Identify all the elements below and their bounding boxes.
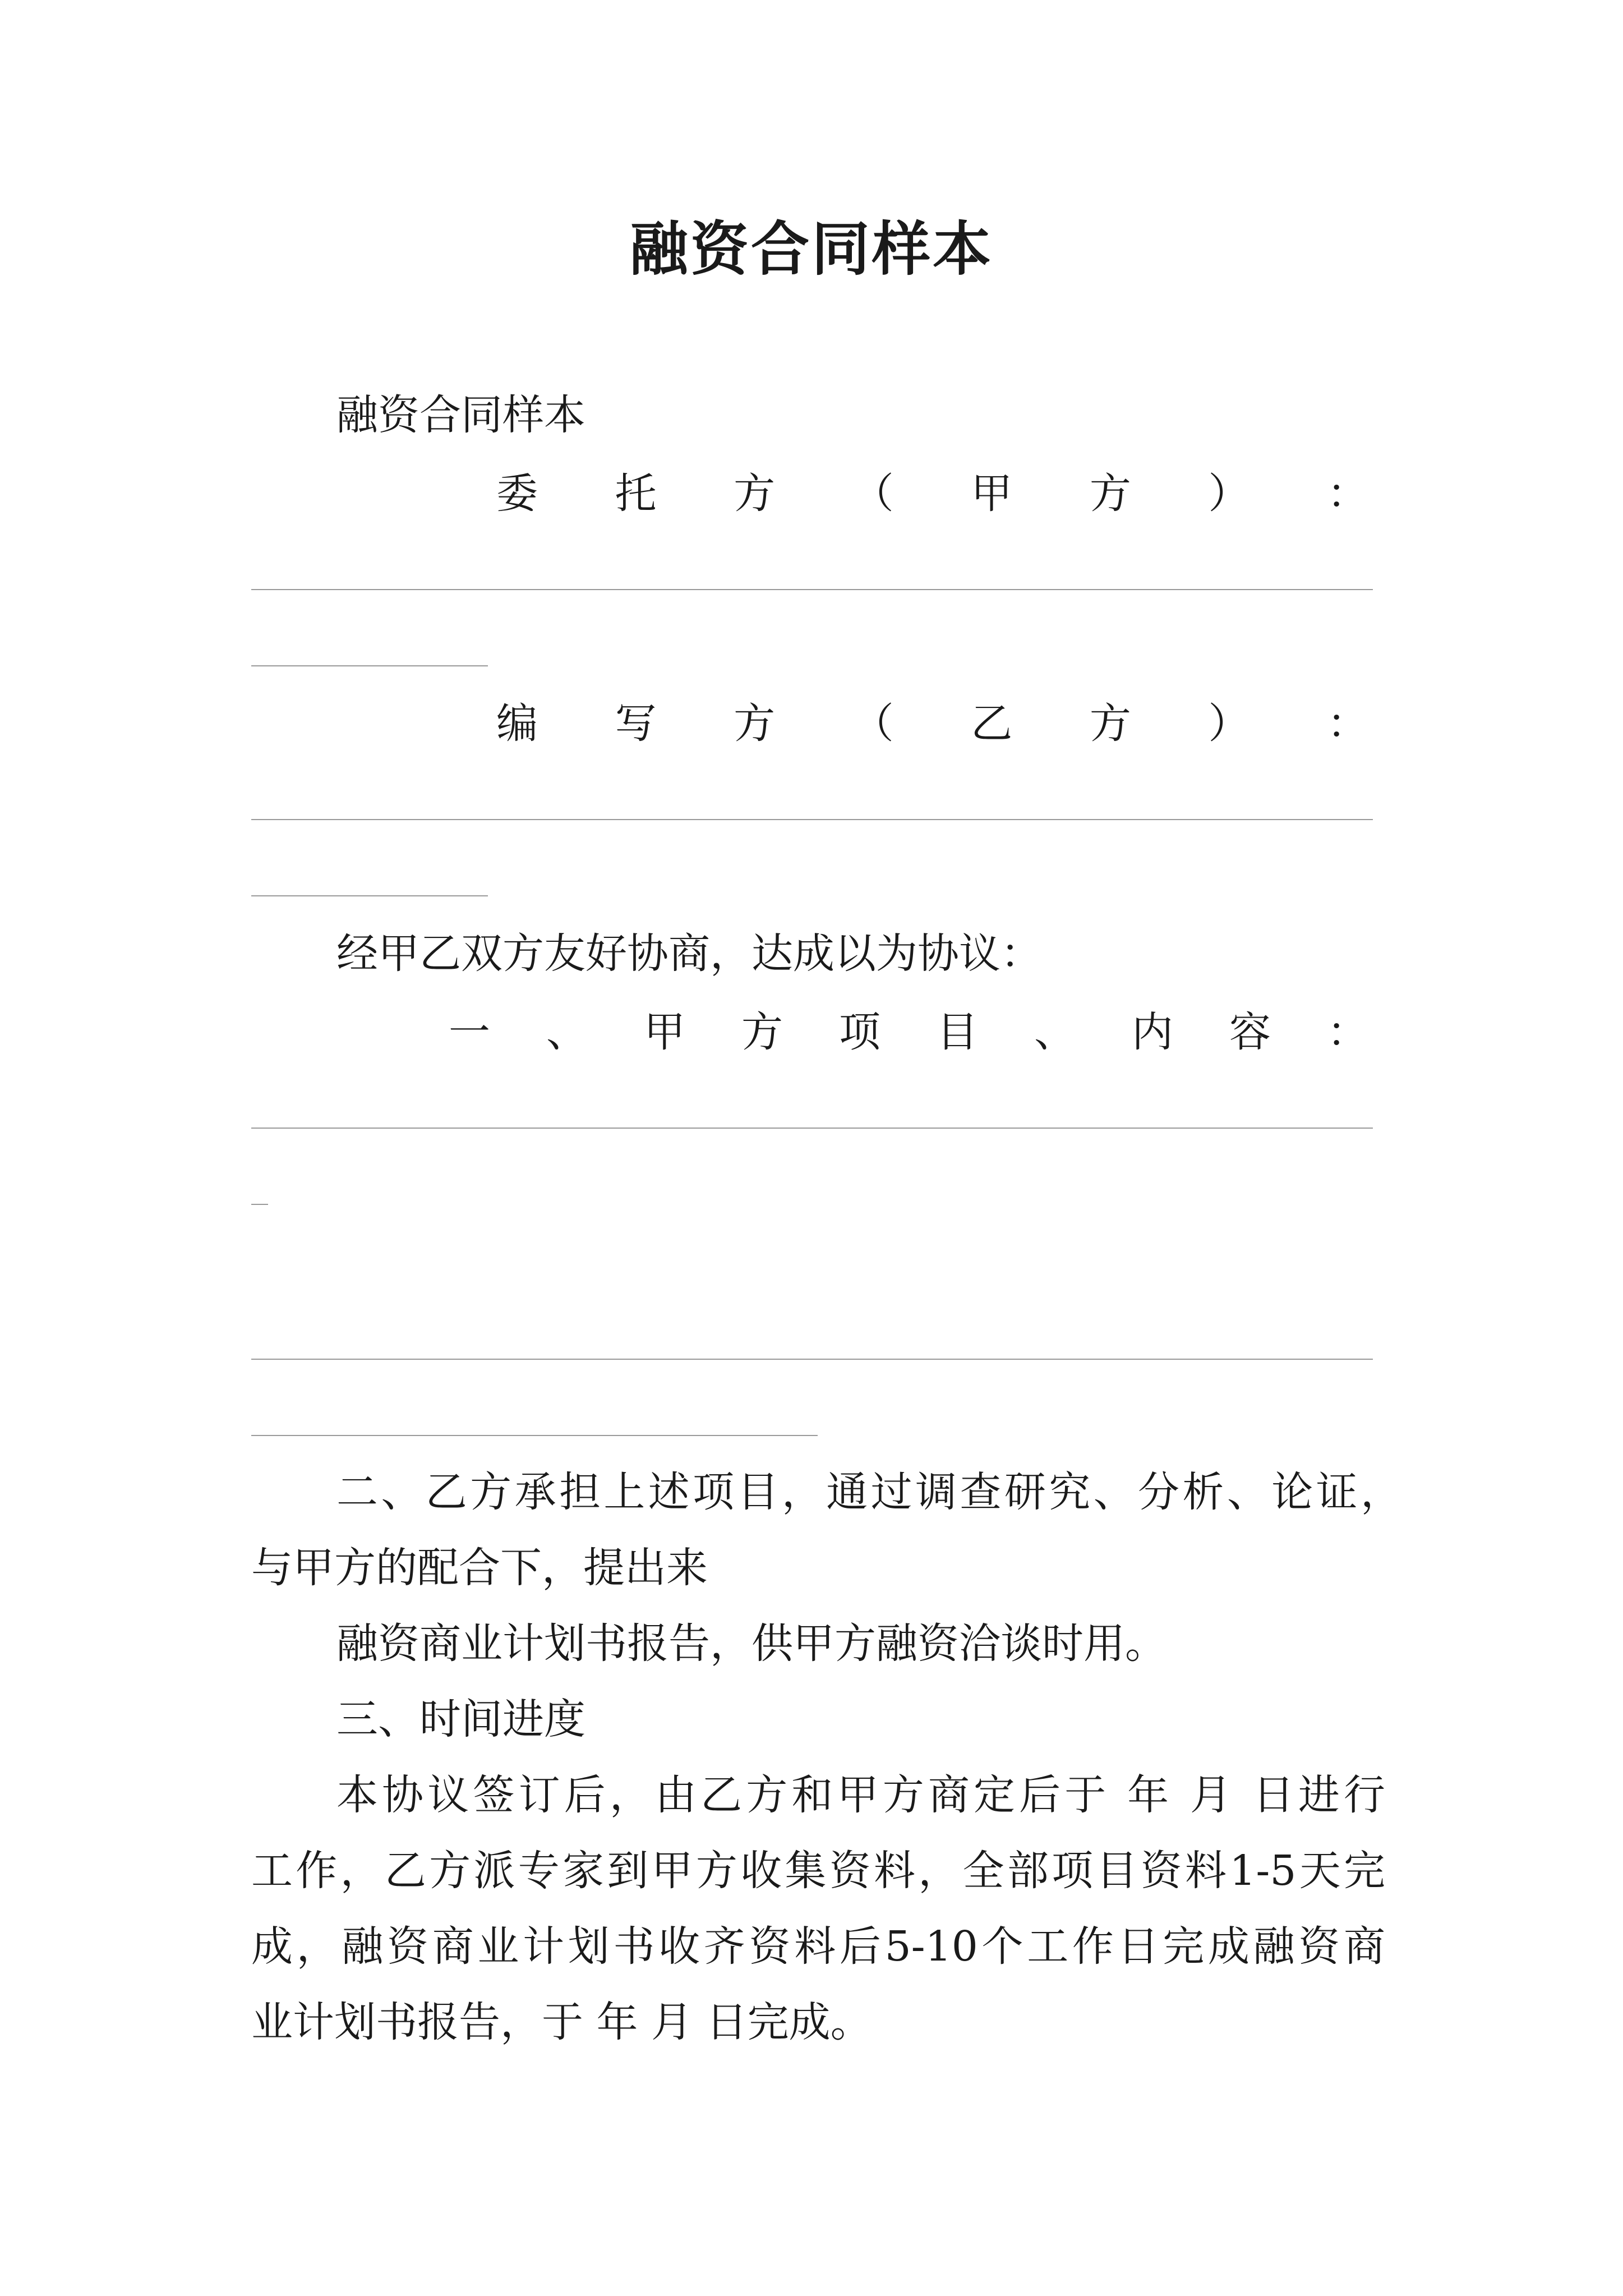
section-1-char: 甲 <box>644 1008 685 1056</box>
section-1-char: ： <box>1327 1008 1368 1056</box>
party-a-char: ： <box>1326 470 1368 518</box>
section-1-char: 、 <box>546 1008 588 1056</box>
party-b-char: 方 <box>734 700 776 748</box>
party-b-char: ） <box>1208 700 1250 748</box>
section-1-char: 一 <box>449 1008 490 1056</box>
section-1-blank-line <box>251 1204 268 1205</box>
party-a-blank-line <box>251 589 1373 590</box>
section-1-blank-line <box>251 1435 818 1436</box>
party-b-label <box>496 696 1368 752</box>
section-3-line: 业计划书报告，于 年 月 日完成。 <box>251 1998 872 2046</box>
party-b-char: 编 <box>496 700 538 748</box>
section-2-line: 二、乙方承担上述项目，通过调查研究、分析、论证， <box>336 1468 1402 1516</box>
section-1-char: 容 <box>1229 1008 1271 1056</box>
section-1-blank-line <box>251 1359 1373 1360</box>
party-b-char: 方 <box>1089 700 1131 748</box>
party-b-char: ： <box>1326 700 1368 748</box>
section-1-char: 项 <box>839 1008 880 1056</box>
section-1-char: 方 <box>741 1008 783 1056</box>
party-a-char: （ <box>852 470 894 518</box>
party-a-char: ） <box>1208 470 1250 518</box>
document-title: 融资合同样本 <box>629 215 993 283</box>
party-b-char: 乙 <box>971 700 1013 748</box>
section-1-heading <box>449 1004 1368 1060</box>
section-3-line: 本协议签订后，由乙方和甲方商定后于 年 月 日进行 <box>336 1771 1385 1819</box>
section-2-line: 融资商业计划书报告，供甲方融资洽谈时用。 <box>336 1619 1166 1668</box>
section-2-line: 与甲方的配合下，提出来 <box>251 1544 708 1592</box>
party-a-char: 托 <box>615 470 657 518</box>
section-1-char: 、 <box>1034 1008 1076 1056</box>
party-a-char: 委 <box>496 470 538 518</box>
section-3-heading: 三、时间进度 <box>336 1695 585 1743</box>
party-a-char: 甲 <box>971 470 1013 518</box>
agreement-intro: 经甲乙双方友好协商，达成以为协议： <box>336 930 1042 978</box>
party-b-blank-line <box>251 819 1373 820</box>
party-b-blank-line <box>251 895 488 896</box>
party-a-char: 方 <box>734 470 776 518</box>
party-a-char: 方 <box>1089 470 1131 518</box>
subtitle: 融资合同样本 <box>336 391 585 439</box>
party-b-char: 写 <box>615 700 657 748</box>
section-1-blank-line <box>251 1128 1373 1129</box>
section-3-line: 工作，乙方派专家到甲方收集资料，全部项目资料1-5天完 <box>251 1847 1385 1895</box>
party-b-char: （ <box>852 700 894 748</box>
party-a-label <box>496 466 1368 522</box>
section-3-line: 成，融资商业计划书收齐资料后5-10个工作日完成融资商 <box>251 1922 1385 1971</box>
section-1-char: 目 <box>937 1008 978 1056</box>
party-a-blank-line <box>251 665 488 666</box>
section-1-char: 内 <box>1132 1008 1173 1056</box>
